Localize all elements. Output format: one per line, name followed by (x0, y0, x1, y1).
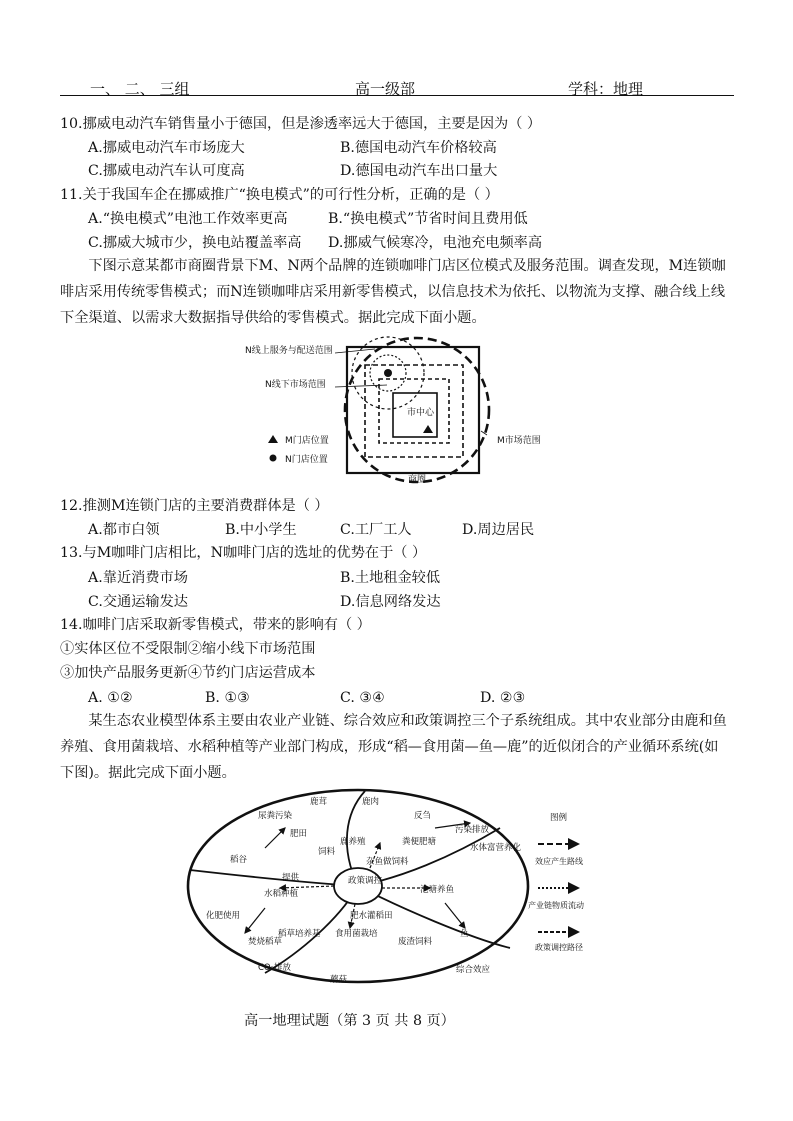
q12-stem: 12.推测M连锁门店的主要消费群体是（ ） (60, 498, 329, 514)
combined-effect-label: 综合效应 (456, 965, 491, 975)
legend-effect-label: 效应产生路线 (535, 857, 583, 866)
legend-m-label: M门店位置 (285, 436, 329, 446)
fert-use-label: 化肥使用 (206, 911, 241, 921)
header-rule (60, 95, 734, 96)
m-store-triangle (423, 425, 433, 433)
deer-farming-label: 鹿养殖 (340, 837, 366, 847)
pollution-discharge-label: 污染排放 (455, 825, 490, 835)
m-market-label: M市场范围 (497, 436, 541, 446)
header-group: 一、 二、 三组 (90, 80, 190, 98)
q13-option-d: D.信息网络发达 (340, 594, 441, 610)
header-subject: 学科：地理 (568, 80, 644, 98)
legend-policy-label: 政策调控路径 (535, 943, 583, 952)
fishpond-field-label: 肥水灌稻田 (350, 911, 393, 921)
q14-statements-2: ③加快产品服务更新④节约门店运营成本 (60, 665, 316, 681)
waste-feed-label: 废渣饲料 (398, 937, 433, 947)
legend-material-label: 产业链物质流动 (528, 901, 584, 910)
q12-option-b: B.中小学生 (225, 522, 297, 538)
mushroom-label: 蘑菇 (330, 975, 348, 985)
q10-option-b: B.德国电动汽车价格较高 (340, 140, 497, 156)
legend-m-triangle-icon (268, 435, 278, 443)
legend-title: 图例 (550, 813, 568, 823)
q13-option-a: A.靠近消费市场 (88, 570, 188, 586)
provide-label: 提供 (282, 873, 300, 883)
coffee-store-figure (235, 335, 565, 490)
q11-option-d: D.挪威气候寒冷，电池充电频率高 (328, 235, 543, 251)
n-store-dot (384, 369, 392, 377)
q10-option-c: C.挪威电动汽车认可度高 (88, 163, 245, 179)
straw-mushroom-label: 稻草培养基 (278, 929, 321, 939)
n-online-label: N线上服务与配送范围 (245, 346, 333, 356)
policy-label: 政策调控 (348, 876, 383, 886)
mushroom-field-label: 食用菌栽培 (335, 929, 378, 939)
city-center-label: 市中心 (407, 408, 435, 418)
q11-option-c: C.挪威大城市少，换电站覆盖率高 (88, 235, 302, 251)
q10-option-d: D.德国电动汽车出口量大 (340, 163, 498, 179)
manure-fert-label: 粪便肥塘 (402, 837, 437, 847)
water-purify-label: 水体富营养化 (470, 843, 522, 853)
mixed-fish-feed-label: 杂鱼做饲料 (366, 857, 409, 867)
q13-option-c: C.交通运输发达 (88, 594, 188, 610)
straw-burn-label: 焚烧稻草 (248, 937, 283, 947)
q14-option-c: C. ③④ (340, 690, 385, 706)
q12-option-d: D.周边居民 (462, 522, 535, 538)
q11-option-b: B.“换电模式”节省时间且费用低 (328, 211, 528, 227)
q11-stem: 11.关于我国车企在挪威推广“换电模式”的可行性分析，正确的是（ ） (60, 187, 499, 203)
legend-n-label: N门店位置 (285, 455, 328, 465)
q13-option-b: B.土地租金较低 (340, 570, 441, 586)
feed-label: 饲料 (318, 847, 336, 857)
q14-stem: 14.咖啡门店采取新零售模式，带来的影响有（ ） (60, 617, 371, 633)
q12-option-a: A.都市白领 (88, 522, 160, 538)
policy-node (334, 868, 382, 904)
rice-planting-label: 水稻种植 (264, 889, 299, 899)
page-footer: 高一地理试题（第 3 页 共 8 页） (244, 1013, 455, 1029)
deer-antler-label: 鹿茸 (310, 797, 328, 807)
q14-statements-1: ①实体区位不受限制②缩小线下市场范围 (60, 641, 316, 657)
header-department: 高一级部 (355, 80, 416, 98)
q11-option-a: A.“换电模式”电池工作效率更高 (88, 211, 288, 227)
q10-stem: 10.挪威电动汽车销售量小于德国，但是渗透率远大于德国，主要是因为（ ） (60, 116, 542, 132)
eco-agriculture-figure (170, 788, 610, 998)
q10-option-a: A.挪威电动汽车市场庞大 (88, 140, 245, 156)
eco-intro: 某生态农业模型体系主要由农业产业链、综合效应和政策调控三个子系统组成。其中农业部分由鹿和鱼养殖、食用菌栽培、水稻种植等产业部门构成，形成“稻—食用菌—鱼—鹿”的近似闭合的产业循环系统(如下图)。据此完成下面小题。 (60, 713, 727, 781)
business-circle-label: 商圈 (408, 475, 427, 485)
q14-option-d: D. ②③ (480, 690, 526, 706)
co2-label: CO₂排放 (258, 963, 292, 973)
legend-n-dot-icon (270, 455, 277, 462)
n-offline-label: N线下市场范围 (265, 380, 326, 390)
fish-label: 鱼 (460, 929, 469, 939)
fish-farming-label: 池塘养鱼 (420, 885, 455, 895)
q13-stem: 13.与M咖啡门店相比，N咖啡门店的选址的优势在于（ ） (60, 545, 427, 561)
q12-option-c: C.工厂工人 (340, 522, 412, 538)
q14-option-a: A. ①② (88, 690, 133, 706)
straw-label: 稻谷 (230, 855, 248, 865)
manure-pollution-label: 尿粪污染 (258, 811, 293, 821)
stomach-label: 反刍 (414, 811, 432, 821)
fertilize-field-label: 肥田 (290, 829, 308, 839)
deer-meat-label: 鹿肉 (362, 797, 380, 807)
coffee-intro: 下图示意某都市商圈背景下M、N两个品牌的连锁咖啡门店区位模式及服务范围。调查发现，M连锁咖啡店采用传统零售模式；而N连锁咖啡店采用新零售模式，以信息技术为依托、以物流为支撑、融合线上线下全渠道、以需求大数据指导供给的零售模式。据此完成下面小题。 (60, 258, 726, 326)
q14-option-b: B. ①③ (205, 690, 250, 706)
